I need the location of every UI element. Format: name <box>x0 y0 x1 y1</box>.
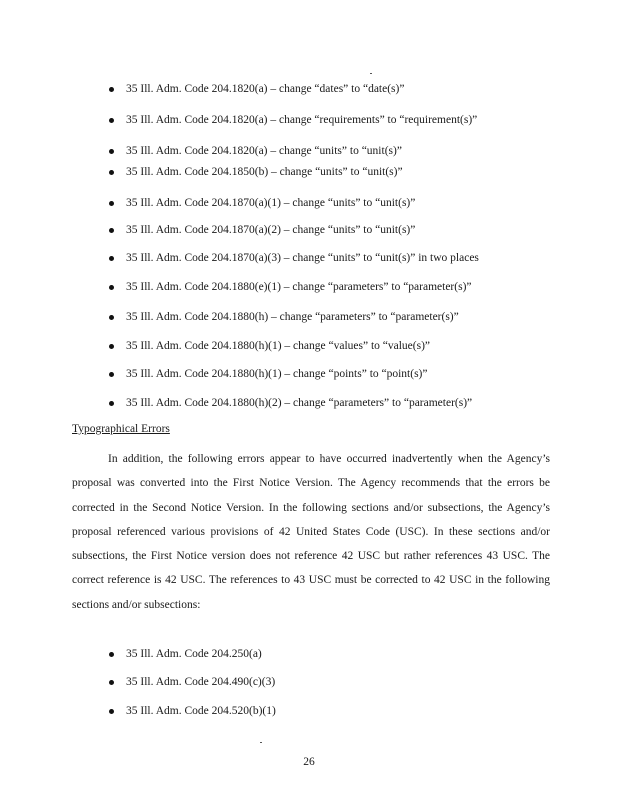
list-item-text: 35 Ill. Adm. Code 204.1870(a)(3) – change “units” to “unit(s)” in two places <box>126 252 479 264</box>
bullet-icon <box>109 372 114 377</box>
list-item-text: 35 Ill. Adm. Code 204.1880(h)(2) – change “parameters” to “parameter(s)” <box>126 397 473 409</box>
bullet-icon <box>109 709 114 714</box>
scan-speck <box>260 742 262 743</box>
bullet-icon <box>109 228 114 233</box>
scan-speck <box>370 73 372 74</box>
list-item-text: 35 Ill. Adm. Code 204.1870(a)(1) – change “units” to “unit(s)” <box>126 197 416 209</box>
list-item-text: 35 Ill. Adm. Code 204.1870(a)(2) – change “units” to “unit(s)” <box>126 224 416 236</box>
bullet-icon <box>109 256 114 261</box>
bullet-icon <box>109 680 114 685</box>
list-item-text: 35 Ill. Adm. Code 204.1850(b) – change “units” to “unit(s)” <box>126 166 403 178</box>
page-number: 26 <box>303 756 315 768</box>
section-heading: Typographical Errors <box>72 423 170 435</box>
list-item-text: 35 Ill. Adm. Code 204.1820(a) – change “dates” to “date(s)” <box>126 83 405 95</box>
list-item-text: 35 Ill. Adm. Code 204.1880(h) – change “parameters” to “parameter(s)” <box>126 311 459 323</box>
bullet-icon <box>109 201 114 206</box>
bullet-icon <box>109 285 114 290</box>
list-item-text: 35 Ill. Adm. Code 204.520(b)(1) <box>126 705 276 717</box>
bullet-icon <box>109 118 114 123</box>
list-item-text: 35 Ill. Adm. Code 204.250(a) <box>126 648 262 660</box>
list-item-text: 35 Ill. Adm. Code 204.1820(a) – change “units” to “unit(s)” <box>126 145 402 157</box>
list-item-text: 35 Ill. Adm. Code 204.1880(e)(1) – change “parameters” to “parameter(s)” <box>126 281 472 293</box>
list-item-text: 35 Ill. Adm. Code 204.1880(h)(1) – change “values” to “value(s)” <box>126 340 431 352</box>
list-item-text: 35 Ill. Adm. Code 204.490(c)(3) <box>126 676 276 688</box>
bullet-icon <box>109 652 114 657</box>
body-paragraph: In addition, the following errors appear to have occurred inadvertently when the Agency’s proposal was converted into the First Notice Version. The Agency recommends that the errors be corrected in the Second Notice Version. In the following sections and/or subsections, the Agency’s proposal referenced various provisions of 42 United States Code (USC). In these sections and/or subsections, the First Notice version does not reference 42 USC but rather references 43 USC. The correct reference is 42 USC. The references to 43 USC must be corrected to 42 USC in the following sections and/or subsections: <box>72 453 550 611</box>
list-item-text: 35 Ill. Adm. Code 204.1820(a) – change “requirements” to “requirement(s)” <box>126 114 478 126</box>
list-item-text: 35 Ill. Adm. Code 204.1880(h)(1) – change “points” to “point(s)” <box>126 368 428 380</box>
bullet-icon <box>109 87 114 92</box>
bullet-icon <box>109 170 114 175</box>
bullet-icon <box>109 344 114 349</box>
bullet-icon <box>109 149 114 154</box>
bullet-icon <box>109 315 114 320</box>
bullet-icon <box>109 401 114 406</box>
